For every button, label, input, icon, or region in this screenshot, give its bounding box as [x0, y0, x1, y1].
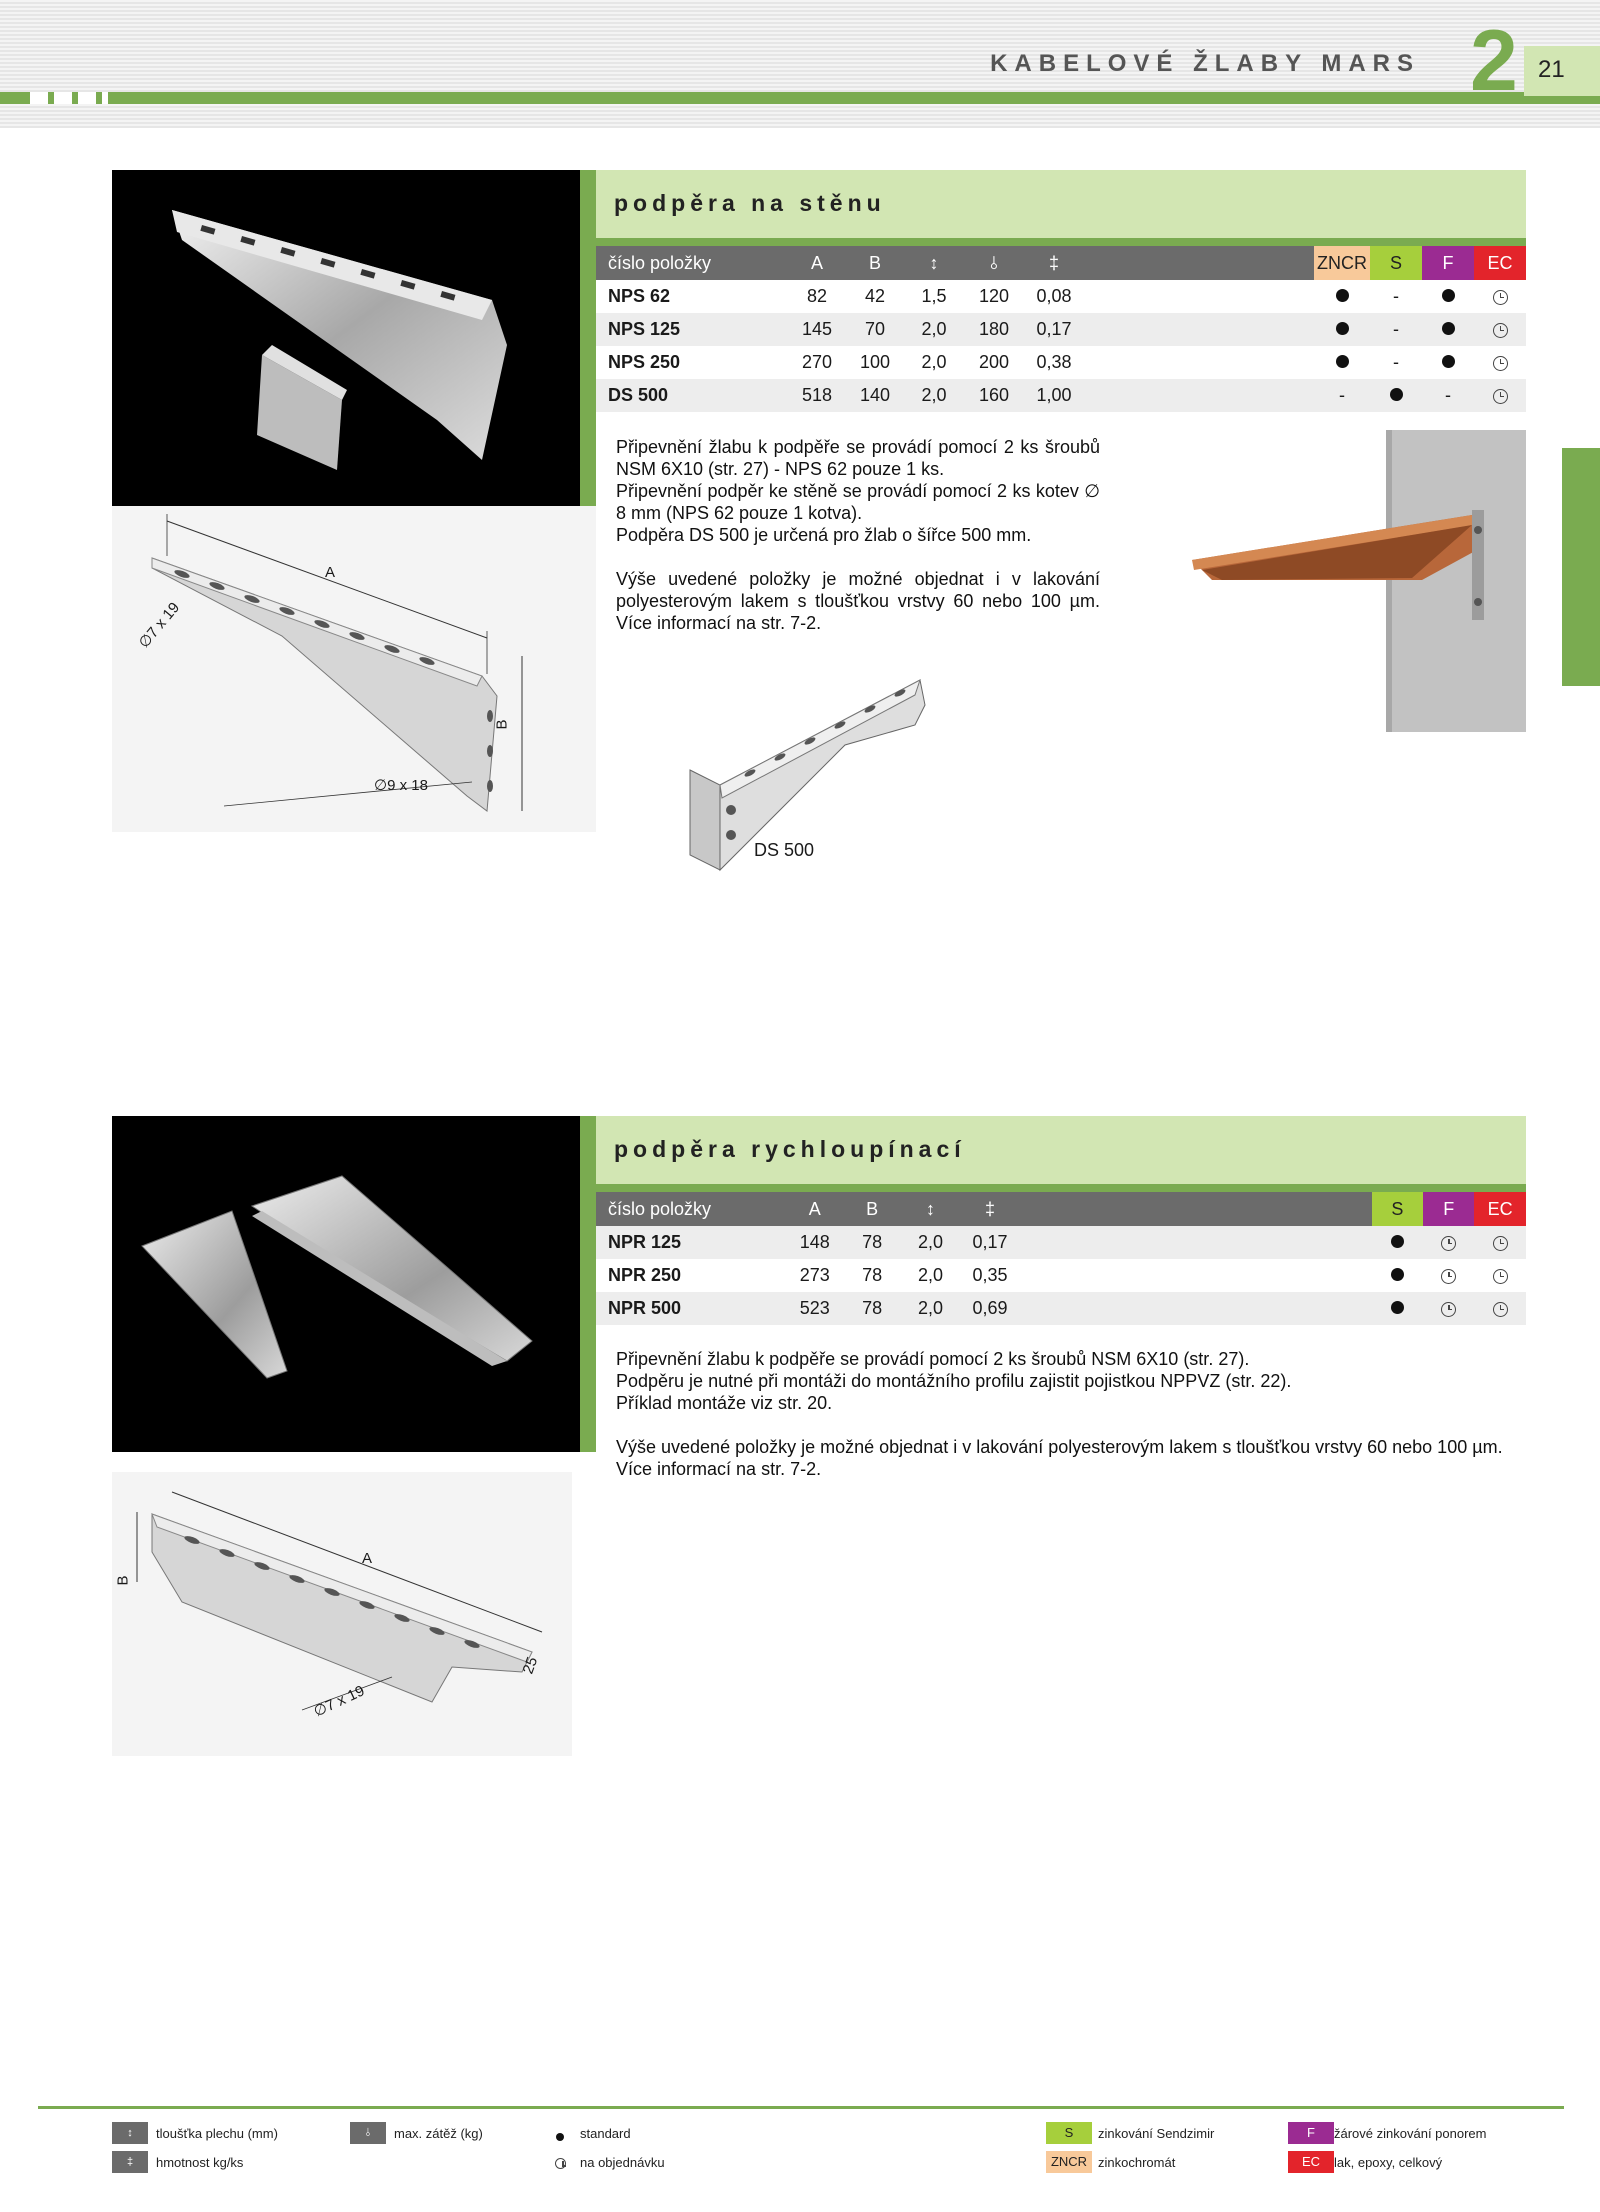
cell-a: 270	[788, 346, 846, 379]
cell-f	[1422, 346, 1474, 379]
section1-description	[616, 436, 1100, 634]
clock-icon	[1441, 1236, 1456, 1251]
legend-weight-label: hmotnost kg/ks	[156, 2155, 244, 2170]
cell-weight: 0,35	[960, 1259, 1020, 1292]
cell-ec	[1474, 1259, 1526, 1292]
cell-thickness: 2,0	[904, 313, 964, 346]
cell-f: -	[1422, 379, 1474, 412]
section2-title: podpěra rychloupínací	[614, 1136, 966, 1162]
standard-dot-icon	[1336, 289, 1349, 302]
desc-paragraph: Výše uvedené položky je možné objednat i v lakování polyesterovým lakem s tloušťkou vrstvy 60 nebo 100 µm.	[616, 1437, 1503, 1457]
cell-f	[1422, 280, 1474, 313]
table-row	[596, 1259, 1526, 1292]
legend-on-order-label: na objednávku	[580, 2155, 665, 2170]
col-header-a: A	[786, 1192, 844, 1226]
col-header-code: číslo položky	[596, 1192, 786, 1226]
cell-spacer	[1084, 313, 1314, 346]
cell-b: 78	[843, 1292, 900, 1325]
cell-spacer	[1084, 280, 1314, 313]
col-header-a: A	[788, 246, 846, 280]
desc-paragraph: Příklad montáže viz str. 20.	[616, 1393, 833, 1413]
page-number: 21	[1538, 56, 1565, 83]
ds500-drawing	[680, 670, 960, 880]
desc-paragraph: Připevnění žlabu k podpěře se provádí pomocí 2 ks šroubů NSM 6X10 (str. 27).	[616, 1349, 1250, 1369]
cell-s	[1372, 1226, 1423, 1259]
cell-thickness: 2,0	[904, 346, 964, 379]
item-code: NPS 125	[596, 313, 788, 346]
cell-load: 180	[964, 313, 1024, 346]
table-header-row	[596, 246, 1526, 280]
table-row	[596, 313, 1526, 346]
col-header-code: číslo položky	[596, 246, 788, 280]
cell-ec	[1474, 313, 1526, 346]
section2-technical-drawing	[112, 1472, 572, 1756]
cell-s	[1372, 1259, 1423, 1292]
cell-f	[1422, 313, 1474, 346]
section2-photo-green-bar	[580, 1116, 596, 1452]
cell-ec	[1474, 346, 1526, 379]
desc-paragraph: Připevnění žlabu k podpěře se provádí pomocí 2 ks šroubů NSM 6X10 (str. 27) - NPS 62 pouze 1 ks.	[616, 437, 1100, 479]
dim-label-hole-1: ∅7 x 19	[135, 599, 184, 652]
section2-title-box	[596, 1116, 1526, 1184]
cell-load: 160	[964, 379, 1024, 412]
desc-paragraph: Podpěru je nutné při montáži do montážního profilu zajistit pojistkou NPPVZ (str. 22).	[616, 1371, 1292, 1391]
cell-spacer	[1020, 1292, 1372, 1325]
quick-bracket-photo-illustration	[112, 1116, 580, 1452]
chapter-side-tab	[1562, 448, 1600, 686]
legend-standard-label: standard	[580, 2126, 631, 2141]
col-header-zncr: ZNCR	[1314, 246, 1370, 280]
standard-dot-icon	[1336, 355, 1349, 368]
table-row	[596, 280, 1526, 313]
clock-icon	[1493, 290, 1508, 305]
chapter-number: 2	[1470, 13, 1518, 109]
table-row	[596, 1226, 1526, 1259]
clock-icon	[1493, 356, 1508, 371]
page-number-box	[1524, 46, 1600, 96]
cell-b: 42	[846, 280, 904, 313]
section2-table-body	[596, 1226, 1526, 1325]
dim-label-hole: ∅7 x 19	[311, 1682, 368, 1721]
header-square	[54, 92, 72, 104]
legend-f-label: žárové zinkování ponorem	[1334, 2126, 1487, 2141]
standard-dot-icon	[1391, 1268, 1404, 1281]
clock-icon	[1493, 1269, 1508, 1284]
col-header-b: B	[846, 246, 904, 280]
dim-label-b: B	[114, 1575, 132, 1586]
legend-zncr-badge: ZNCR	[1046, 2151, 1092, 2173]
cell-b: 70	[846, 313, 904, 346]
section1-title-underline	[596, 238, 1526, 246]
section1-technical-drawing	[112, 506, 596, 832]
product-photo-quick-bracket	[112, 1116, 580, 1452]
item-code: DS 500	[596, 379, 788, 412]
cell-weight: 0,08	[1024, 280, 1084, 313]
cell-f	[1423, 1259, 1474, 1292]
col-header-f: F	[1423, 1192, 1474, 1226]
cell-ec	[1474, 1292, 1526, 1325]
table-header-row	[596, 1192, 1526, 1226]
cell-f	[1423, 1226, 1474, 1259]
col-header-s: S	[1372, 1192, 1423, 1226]
cell-weight: 0,17	[960, 1226, 1020, 1259]
cell-ec	[1474, 1226, 1526, 1259]
footer-line	[38, 2106, 1564, 2109]
standard-dot-icon	[1442, 289, 1455, 302]
legend-zncr-label: zinkochromát	[1098, 2155, 1176, 2170]
cell-load: 120	[964, 280, 1024, 313]
table-row	[596, 379, 1526, 412]
legend-thickness-icon: ↕	[112, 2122, 148, 2144]
cell-thickness: 2,0	[901, 1292, 960, 1325]
cell-a: 82	[788, 280, 846, 313]
standard-dot-icon	[1391, 1235, 1404, 1248]
col-header-ec: EC	[1474, 246, 1526, 280]
standard-dot-icon	[1336, 322, 1349, 335]
cell-s: -	[1370, 280, 1422, 313]
legend-weight-icon: ‡	[112, 2151, 148, 2173]
cell-a: 148	[786, 1226, 844, 1259]
item-code: NPS 250	[596, 346, 788, 379]
desc-paragraph: Výše uvedené položky je možné objednat i v lakování polyesterovým lakem s tloušťkou vrstvy 60 nebo 100 µm. Více informací na str. 7-2.	[616, 569, 1100, 633]
item-code: NPS 62	[596, 280, 788, 313]
product-photo-orange-bracket	[1172, 430, 1526, 732]
product-photo-wall-bracket	[112, 170, 580, 506]
cell-thickness: 2,0	[904, 379, 964, 412]
cell-b: 100	[846, 346, 904, 379]
legend-load-icon: ⫰	[350, 2122, 386, 2144]
clock-icon	[1441, 1302, 1456, 1317]
clock-icon	[1441, 1269, 1456, 1284]
ds500-label: DS 500	[754, 840, 815, 860]
standard-dot-icon	[1442, 355, 1455, 368]
cell-b: 140	[846, 379, 904, 412]
legend-s-badge: S	[1046, 2122, 1092, 2144]
cell-thickness: 2,0	[901, 1226, 960, 1259]
dim-label-b: B	[493, 719, 511, 730]
cell-s: -	[1370, 313, 1422, 346]
legend-load-label: max. zátěž (kg)	[394, 2126, 483, 2141]
col-header-spacer	[1020, 1192, 1372, 1226]
col-header-thickness: ↕	[904, 246, 964, 280]
section1-title-box	[596, 170, 1526, 238]
desc-paragraph: Více informací na str. 7-2.	[616, 1459, 822, 1479]
quick-bracket-drawing	[112, 1472, 572, 1756]
header-square	[30, 92, 48, 104]
clock-icon	[1493, 1302, 1508, 1317]
legend-clock-icon	[555, 2155, 566, 2173]
cell-a: 273	[786, 1259, 844, 1292]
clock-icon	[1493, 323, 1508, 338]
legend-standard-icon	[556, 2128, 564, 2146]
orange-bracket-photo-illustration	[1172, 430, 1526, 732]
cell-spacer	[1020, 1226, 1372, 1259]
header-title: KABELOVÉ ŽLABY MARS	[990, 50, 1420, 77]
cell-zncr	[1314, 280, 1370, 313]
col-header-weight: ‡	[960, 1192, 1020, 1226]
cell-a: 145	[788, 313, 846, 346]
desc-paragraph: Podpěra DS 500 je určená pro žlab o šířce 500 mm.	[616, 525, 1032, 545]
table-row	[596, 346, 1526, 379]
cell-weight: 1,00	[1024, 379, 1084, 412]
header-square	[102, 92, 108, 104]
cell-thickness: 2,0	[901, 1259, 960, 1292]
clock-icon	[1493, 1236, 1508, 1251]
cell-s: -	[1370, 346, 1422, 379]
section1-photo-green-bar	[580, 170, 596, 506]
cell-thickness: 1,5	[904, 280, 964, 313]
cell-ec	[1474, 280, 1526, 313]
legend-ec-badge: EC	[1288, 2151, 1334, 2173]
standard-dot-icon	[1390, 388, 1403, 401]
col-header-weight: ‡	[1024, 246, 1084, 280]
section2-spec-table	[596, 1192, 1526, 1325]
col-header-b: B	[843, 1192, 900, 1226]
legend-thickness-label: tloušťka plechu (mm)	[156, 2126, 278, 2141]
header-square	[78, 92, 96, 104]
col-header-load: ⫰	[964, 246, 1024, 280]
cell-spacer	[1084, 346, 1314, 379]
section1-table-body	[596, 280, 1526, 412]
cell-spacer	[1084, 379, 1314, 412]
cell-load: 200	[964, 346, 1024, 379]
dim-label-hole-2: ∅9 x 18	[374, 777, 428, 794]
cell-a: 523	[786, 1292, 844, 1325]
dim-label-a: A	[362, 1550, 373, 1567]
dim-label-a: A	[325, 564, 336, 581]
item-code: NPR 250	[596, 1259, 786, 1292]
cell-a: 518	[788, 379, 846, 412]
col-header-s: S	[1370, 246, 1422, 280]
legend-f-badge: F	[1288, 2122, 1334, 2144]
ds500-bracket-illustration	[680, 670, 960, 880]
cell-weight: 0,69	[960, 1292, 1020, 1325]
col-header-f: F	[1422, 246, 1474, 280]
cell-spacer	[1020, 1259, 1372, 1292]
clock-icon	[1493, 389, 1508, 404]
table-row	[596, 1292, 1526, 1325]
cell-zncr: -	[1314, 379, 1370, 412]
col-header-ec: EC	[1474, 1192, 1526, 1226]
item-code: NPR 500	[596, 1292, 786, 1325]
cell-b: 78	[843, 1226, 900, 1259]
section1-title: podpěra na stěnu	[614, 190, 886, 216]
standard-dot-icon	[1442, 322, 1455, 335]
cell-zncr	[1314, 346, 1370, 379]
col-header-thickness: ↕	[901, 1192, 960, 1226]
cell-ec	[1474, 379, 1526, 412]
header-band	[0, 92, 1600, 104]
item-code: NPR 125	[596, 1226, 786, 1259]
legend-s-label: zinkování Sendzimir	[1098, 2126, 1215, 2141]
section2-title-underline	[596, 1184, 1526, 1192]
col-header-spacer	[1084, 246, 1314, 280]
cell-f	[1423, 1292, 1474, 1325]
wall-bracket-drawing	[112, 506, 596, 832]
cell-weight: 0,38	[1024, 346, 1084, 379]
legend-ec-label: lak, epoxy, celkový	[1334, 2155, 1443, 2170]
desc-paragraph: Připevnění podpěr ke stěně se provádí pomocí 2 ks kotev ∅ 8 mm (NPS 62 pouze 1 kotva).	[616, 481, 1100, 523]
wall-bracket-photo-illustration	[112, 170, 580, 506]
cell-s	[1372, 1292, 1423, 1325]
cell-b: 78	[843, 1259, 900, 1292]
cell-zncr	[1314, 313, 1370, 346]
cell-weight: 0,17	[1024, 313, 1084, 346]
dim-label-25: 25	[519, 1654, 542, 1677]
section2-description	[616, 1348, 1528, 1480]
cell-s	[1370, 379, 1422, 412]
standard-dot-icon	[1391, 1301, 1404, 1314]
section1-spec-table	[596, 246, 1526, 412]
